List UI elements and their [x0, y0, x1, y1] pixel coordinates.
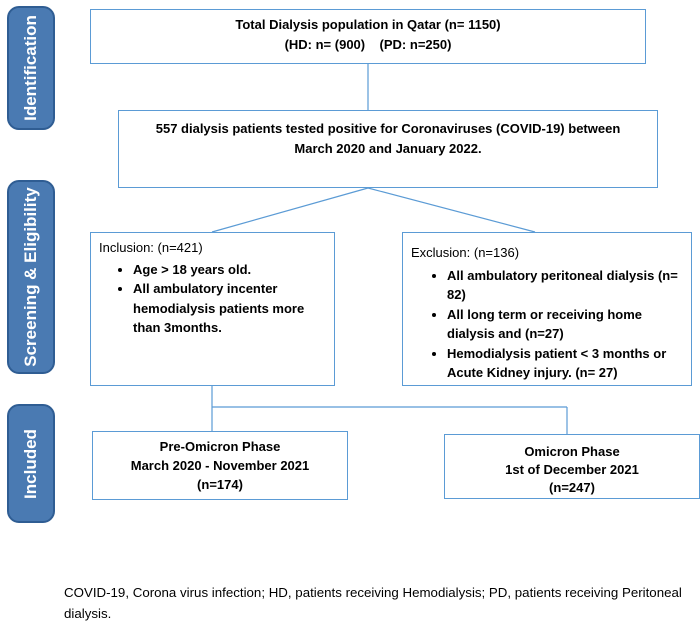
exclusion-list	[411, 266, 683, 383]
connector-tested-to-exclusion	[368, 188, 535, 232]
population-title: Total Dialysis population in Qatar (n= 1150)	[235, 17, 501, 32]
pre-omicron-dates: March 2020 - November 2021	[130, 457, 310, 473]
pre-omicron-title: Pre-Omicron Phase	[159, 439, 281, 454]
population-box	[90, 9, 646, 64]
tested-line-1: 557 dialysis patients tested positive for Coronaviruses (COVID-19) between	[155, 121, 621, 136]
inclusion-list	[99, 260, 326, 338]
tested-line-2: March 2020 and January 2022.	[294, 140, 482, 156]
exclusion-item: • All long term or receiving home dialysis and (n=27)	[447, 305, 683, 344]
stage-screening-label: Screening & Eligibility	[21, 187, 40, 367]
population-breakdown: (HD: n= (900) (PD: n=250)	[284, 36, 452, 52]
omicron-title: Omicron Phase	[524, 444, 620, 459]
exclusion-item: • Hemodialysis patient < 3 months or Acute Kidney injury. (n= 27)	[447, 344, 683, 383]
omicron-dates: 1st of December 2021	[505, 462, 639, 478]
inclusion-item: • Age > 18 years old.	[133, 260, 326, 280]
connector-tested-to-inclusion	[212, 188, 368, 232]
pre-omicron-box	[92, 431, 348, 500]
inclusion-box	[90, 232, 335, 386]
stage-identification-label: Identification	[21, 15, 40, 121]
stage-included-label: Included	[21, 428, 40, 499]
omicron-count: (n=247)	[549, 480, 595, 496]
tested-positive-box	[118, 110, 658, 188]
pre-omicron-count: (n=174)	[197, 476, 243, 492]
inclusion-item: • All ambulatory incenter hemodialysis patients more than 3months.	[133, 279, 326, 338]
figure-footnote: COVID-19, Corona virus infection; HD, patients receiving Hemodialysis; PD, patients receiving Peritoneal dialysis.	[64, 585, 682, 622]
omicron-box	[444, 434, 700, 499]
inclusion-title: Inclusion: (n=421)	[99, 240, 203, 255]
exclusion-box	[402, 232, 692, 386]
exclusion-item: • All ambulatory peritoneal dialysis (n= 82)	[447, 266, 683, 305]
exclusion-title: Exclusion: (n=136)	[411, 245, 520, 260]
